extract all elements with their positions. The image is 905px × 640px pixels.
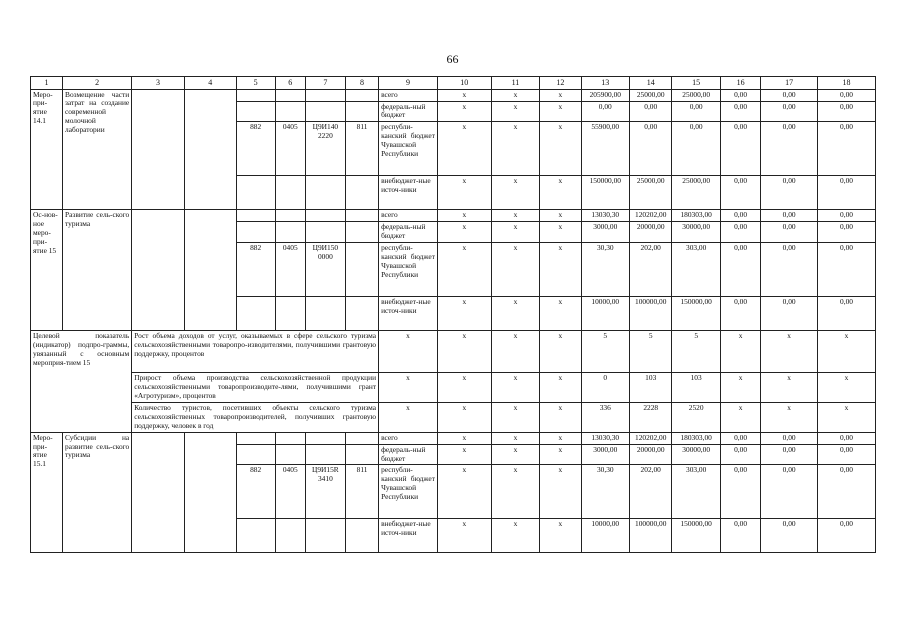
code-cell	[305, 444, 345, 465]
amount-cell: 0,00	[818, 519, 876, 553]
indicator-value: x	[761, 403, 818, 433]
indicator-value: x	[761, 373, 818, 403]
header-cell: 12	[540, 77, 581, 90]
measure-number: Меро-при-ятие 14.1	[31, 89, 63, 210]
measure-number: Ос-нов-ное меро-при-ятие 15	[31, 210, 63, 331]
amount-cell: 0,00	[672, 101, 721, 122]
mark-cell: x	[540, 89, 581, 101]
amount-cell: 0,00	[761, 297, 818, 331]
mark-cell: x	[437, 122, 491, 176]
mark-cell: x	[540, 122, 581, 176]
code-cell: Ц9И150 0000	[305, 243, 345, 297]
code-cell: 0405	[275, 465, 305, 519]
code-cell	[305, 519, 345, 553]
code-cell	[346, 222, 379, 243]
amount-cell: 0,00	[761, 122, 818, 176]
amount-cell: 25000,00	[630, 89, 672, 101]
amount-cell: 30000,00	[672, 222, 721, 243]
indicator-value: 0	[581, 373, 630, 403]
amount-cell: 303,00	[672, 243, 721, 297]
code-cell	[236, 519, 275, 553]
table-row	[31, 89, 876, 101]
source-cell: федераль-ный бюджет	[379, 222, 438, 243]
indicator-value: x	[540, 331, 581, 373]
indicator-label: Целевой показатель (индикатор) подпро-граммы, увязанный с основным мероприя-тием 15	[31, 331, 132, 433]
amount-cell: 0,00	[720, 465, 760, 519]
header-cell: 15	[672, 77, 721, 90]
mark-cell: x	[437, 297, 491, 331]
indicator-value: x	[818, 331, 876, 373]
mark-cell: x	[491, 222, 540, 243]
amount-cell: 120202,00	[630, 210, 672, 222]
amount-cell: 13030,30	[581, 432, 630, 444]
amount-cell: 20000,00	[630, 444, 672, 465]
code-cell: 811	[346, 122, 379, 176]
indicator-value: x	[818, 403, 876, 433]
mark-cell: x	[437, 101, 491, 122]
amount-cell: 30000,00	[672, 444, 721, 465]
amount-cell: 0,00	[818, 176, 876, 210]
code-cell	[346, 176, 379, 210]
indicator-text: Прирост объема производства сельскохозяйственной продукции сельскохозяйственными товаропроизводите-лями, получившими грант «Агротуризм», процентов	[132, 373, 379, 403]
code-cell	[346, 444, 379, 465]
indicator-text: Рост объема доходов от услуг, оказываемых в сфере сельского туризма сельскохозяйственными товаропро-изводителями, получившими грантовую поддержку, процентов	[132, 331, 379, 373]
indicator-value: 2520	[672, 403, 721, 433]
empty-cell	[184, 89, 236, 210]
mark-cell: x	[491, 176, 540, 210]
indicator-row	[31, 403, 876, 433]
empty-cell	[132, 210, 185, 331]
mark-cell: x	[437, 176, 491, 210]
measure-title: Субсидии на развитие сель-ского туризма	[63, 432, 132, 553]
header-cell: 16	[720, 77, 760, 90]
amount-cell: 55900,00	[581, 122, 630, 176]
source-cell: республи-канский бюджет Чувашской Республики	[379, 122, 438, 176]
amount-cell: 120202,00	[630, 432, 672, 444]
mark-cell: x	[540, 432, 581, 444]
source-cell: всего	[379, 210, 438, 222]
code-cell	[275, 297, 305, 331]
header-cell: 3	[132, 77, 185, 90]
code-cell	[236, 210, 275, 222]
amount-cell: 0,00	[720, 297, 760, 331]
code-cell: 882	[236, 243, 275, 297]
mark-cell: x	[491, 465, 540, 519]
amount-cell: 100000,00	[630, 297, 672, 331]
header-cell: 6	[275, 77, 305, 90]
code-cell	[305, 101, 345, 122]
empty-cell	[184, 210, 236, 331]
header-cell: 18	[818, 77, 876, 90]
code-cell	[275, 432, 305, 444]
mark-cell: x	[437, 519, 491, 553]
amount-cell: 0,00	[720, 176, 760, 210]
header-cell: 2	[63, 77, 132, 90]
amount-cell: 0,00	[720, 243, 760, 297]
code-cell	[346, 89, 379, 101]
indicator-value: x	[379, 403, 438, 433]
mark-cell: x	[491, 122, 540, 176]
amount-cell: 0,00	[818, 210, 876, 222]
header-cell: 17	[761, 77, 818, 90]
amount-cell: 0,00	[720, 222, 760, 243]
mark-cell: x	[540, 465, 581, 519]
amount-cell: 0,00	[630, 101, 672, 122]
code-cell: Ц9И140 2220	[305, 122, 345, 176]
mark-cell: x	[437, 432, 491, 444]
mark-cell: x	[540, 243, 581, 297]
mark-cell: x	[491, 297, 540, 331]
mark-cell: x	[540, 222, 581, 243]
amount-cell: 202,00	[630, 465, 672, 519]
indicator-row	[31, 331, 876, 373]
amount-cell: 0,00	[720, 122, 760, 176]
code-cell	[236, 297, 275, 331]
header-cell: 10	[437, 77, 491, 90]
amount-cell: 0,00	[818, 465, 876, 519]
header-cell: 9	[379, 77, 438, 90]
indicator-text: Количество туристов, посетивших объекты сельского туризма сельскохозяйственных товаропроизводителей, получивших грантовую поддержку, человек в год	[132, 403, 379, 433]
code-cell	[305, 176, 345, 210]
amount-cell: 100000,00	[630, 519, 672, 553]
code-cell	[236, 222, 275, 243]
amount-cell: 0,00	[818, 101, 876, 122]
amount-cell: 0,00	[818, 243, 876, 297]
amount-cell: 150000,00	[672, 519, 721, 553]
source-cell: республи-канский бюджет Чувашской Республики	[379, 465, 438, 519]
amount-cell: 0,00	[761, 444, 818, 465]
code-cell	[275, 101, 305, 122]
indicator-value: x	[491, 403, 540, 433]
mark-cell: x	[540, 176, 581, 210]
empty-cell	[132, 432, 185, 553]
amount-cell: 3000,00	[581, 222, 630, 243]
amount-cell: 30,30	[581, 243, 630, 297]
amount-cell: 303,00	[672, 465, 721, 519]
mark-cell: x	[437, 222, 491, 243]
amount-cell: 0,00	[672, 122, 721, 176]
mark-cell: x	[540, 519, 581, 553]
mark-cell: x	[540, 297, 581, 331]
amount-cell: 180303,00	[672, 210, 721, 222]
header-cell: 11	[491, 77, 540, 90]
amount-cell: 0,00	[720, 210, 760, 222]
code-cell	[275, 176, 305, 210]
amount-cell: 3000,00	[581, 444, 630, 465]
code-cell	[236, 89, 275, 101]
header-cell: 13	[581, 77, 630, 90]
amount-cell: 20000,00	[630, 222, 672, 243]
mark-cell: x	[491, 519, 540, 553]
code-cell	[305, 89, 345, 101]
amount-cell: 13030,30	[581, 210, 630, 222]
mark-cell: x	[437, 444, 491, 465]
amount-cell: 0,00	[818, 122, 876, 176]
empty-cell	[132, 89, 185, 210]
source-cell: всего	[379, 432, 438, 444]
indicator-value: 5	[672, 331, 721, 373]
amount-cell: 180303,00	[672, 432, 721, 444]
indicator-value: 5	[630, 331, 672, 373]
indicator-value: x	[540, 373, 581, 403]
header-cell: 1	[31, 77, 63, 90]
indicator-value: x	[720, 331, 760, 373]
mark-cell: x	[491, 444, 540, 465]
amount-cell: 0,00	[761, 222, 818, 243]
amount-cell: 0,00	[581, 101, 630, 122]
code-cell	[236, 444, 275, 465]
amount-cell: 205900,00	[581, 89, 630, 101]
amount-cell: 10000,00	[581, 519, 630, 553]
code-cell: 0405	[275, 243, 305, 297]
source-cell: внебюджет-ные источ-ники	[379, 519, 438, 553]
amount-cell: 0,00	[761, 465, 818, 519]
amount-cell: 150000,00	[581, 176, 630, 210]
code-cell	[275, 519, 305, 553]
indicator-value: x	[379, 331, 438, 373]
amount-cell: 25000,00	[672, 89, 721, 101]
mark-cell: x	[437, 89, 491, 101]
mark-cell: x	[491, 210, 540, 222]
code-cell	[275, 89, 305, 101]
table-row	[31, 432, 876, 444]
table-row	[31, 210, 876, 222]
amount-cell: 0,00	[761, 519, 818, 553]
indicator-row	[31, 373, 876, 403]
header-cell: 5	[236, 77, 275, 90]
header-cell: 7	[305, 77, 345, 90]
mark-cell: x	[491, 243, 540, 297]
amount-cell: 0,00	[761, 89, 818, 101]
indicator-value: x	[720, 403, 760, 433]
code-cell	[305, 432, 345, 444]
code-cell: Ц9И15R 3410	[305, 465, 345, 519]
amount-cell: 0,00	[720, 101, 760, 122]
indicator-value: x	[818, 373, 876, 403]
mark-cell: x	[437, 465, 491, 519]
amount-cell: 150000,00	[672, 297, 721, 331]
code-cell	[346, 210, 379, 222]
code-cell	[346, 101, 379, 122]
source-cell: федераль-ный бюджет	[379, 444, 438, 465]
page-number: 66	[446, 52, 459, 66]
mark-cell: x	[437, 210, 491, 222]
amount-cell: 0,00	[761, 176, 818, 210]
code-cell	[236, 101, 275, 122]
indicator-value: x	[540, 403, 581, 433]
measure-number: Меро-при-ятие 15.1	[31, 432, 63, 553]
code-cell	[236, 432, 275, 444]
indicator-value: 5	[581, 331, 630, 373]
amount-cell: 0,00	[818, 432, 876, 444]
amount-cell: 0,00	[630, 122, 672, 176]
header-cell: 8	[346, 77, 379, 90]
amount-cell: 0,00	[720, 89, 760, 101]
mark-cell: x	[540, 101, 581, 122]
amount-cell: 0,00	[818, 444, 876, 465]
amount-cell: 0,00	[761, 210, 818, 222]
amount-cell: 25000,00	[672, 176, 721, 210]
indicator-value: 103	[672, 373, 721, 403]
budget-table	[30, 76, 876, 553]
indicator-value: x	[761, 331, 818, 373]
code-cell	[305, 222, 345, 243]
amount-cell: 0,00	[818, 222, 876, 243]
measure-title: Развитие сель-ского туризма	[63, 210, 132, 331]
amount-cell: 0,00	[720, 519, 760, 553]
amount-cell: 0,00	[761, 101, 818, 122]
source-cell: федераль-ный бюджет	[379, 101, 438, 122]
indicator-value: x	[720, 373, 760, 403]
mark-cell: x	[540, 444, 581, 465]
indicator-value: x	[491, 331, 540, 373]
mark-cell: x	[491, 89, 540, 101]
indicator-value: x	[437, 331, 491, 373]
amount-cell: 0,00	[720, 444, 760, 465]
indicator-value: 336	[581, 403, 630, 433]
indicator-value: x	[437, 403, 491, 433]
code-cell: 0405	[275, 122, 305, 176]
header-row	[31, 77, 876, 90]
source-cell: республи-канский бюджет Чувашской Республики	[379, 243, 438, 297]
code-cell	[346, 297, 379, 331]
indicator-value: x	[437, 373, 491, 403]
code-cell	[305, 210, 345, 222]
code-cell	[305, 297, 345, 331]
code-cell: 882	[236, 122, 275, 176]
amount-cell: 30,30	[581, 465, 630, 519]
code-cell: 811	[346, 465, 379, 519]
source-cell: внебюджет-ные источ-ники	[379, 176, 438, 210]
amount-cell: 0,00	[761, 243, 818, 297]
code-cell	[236, 176, 275, 210]
empty-cell	[184, 432, 236, 553]
header-cell: 4	[184, 77, 236, 90]
amount-cell: 0,00	[761, 432, 818, 444]
code-cell	[346, 519, 379, 553]
indicator-value: x	[379, 373, 438, 403]
indicator-value: 2228	[630, 403, 672, 433]
mark-cell: x	[491, 432, 540, 444]
code-cell	[346, 432, 379, 444]
mark-cell: x	[540, 210, 581, 222]
code-cell: 882	[236, 465, 275, 519]
code-cell	[275, 210, 305, 222]
measure-title: Возмещение части затрат на создание современной молочной лаборатории	[63, 89, 132, 210]
source-cell: внебюджет-ные источ-ники	[379, 297, 438, 331]
amount-cell: 10000,00	[581, 297, 630, 331]
amount-cell: 25000,00	[630, 176, 672, 210]
indicator-value: x	[491, 373, 540, 403]
amount-cell: 202,00	[630, 243, 672, 297]
amount-cell: 0,00	[818, 89, 876, 101]
code-cell	[275, 444, 305, 465]
source-cell: всего	[379, 89, 438, 101]
amount-cell: 0,00	[720, 432, 760, 444]
amount-cell: 0,00	[818, 297, 876, 331]
mark-cell: x	[491, 101, 540, 122]
header-cell: 14	[630, 77, 672, 90]
code-cell	[275, 222, 305, 243]
mark-cell: x	[437, 243, 491, 297]
indicator-value: 103	[630, 373, 672, 403]
code-cell	[346, 243, 379, 297]
